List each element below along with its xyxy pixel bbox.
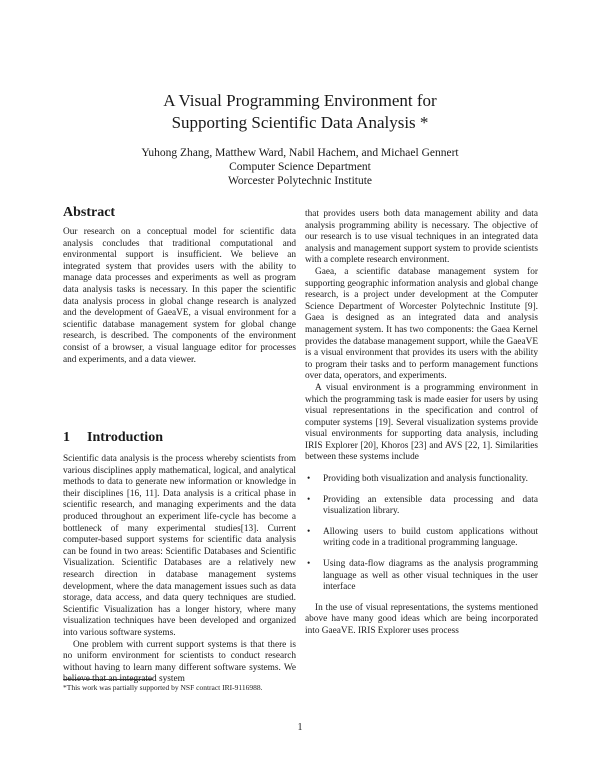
- footnote: *This work was partially supported by NSF contract IRI-9116988.: [63, 683, 263, 692]
- bullet-icon: •: [307, 494, 311, 505]
- bullet-icon: •: [307, 474, 311, 485]
- right-paragraph-4: In the use of visual representations, the systems mentioned above have many good ideas which are being incorporated into GaeaVE. IRIS Explorer uses process: [305, 602, 538, 636]
- footnote-rule: [63, 679, 153, 680]
- abstract-text: Our research on a conceptual model for scientific data analysis concludes that traditional computational and environmental support is insufficient. We believe an integrated system that provides users with the ability to manage data processes and experiments as well as program data analysis tasks is necessary. In this paper the scientific data analysis process in global change research is analyzed and the development of GaeaVE, a visual environment for a scientific database management system for global change research, is described. The components of the environment consist of a browser, a visual language editor for processes and experiments, and a data viewer.: [63, 227, 296, 365]
- list-item: • Providing an extensible data processing and data visualization library.: [307, 494, 538, 517]
- list-item: • Providing both visualization and analysis functionality.: [307, 474, 528, 485]
- authors: Yuhong Zhang, Matthew Ward, Nabil Hachem, and Michael Gennert: [141, 147, 459, 159]
- abstract-body: [63, 227, 296, 366]
- introduction-body: [63, 454, 296, 686]
- abstract-heading: Abstract: [63, 205, 116, 220]
- right-paragraph-3: A visual environment is a programming environment in which the programming task is made easier for users by using visual representations in the specification and control of computer systems [19]. Several visualization systems provide visual environments for supporting data analysis, including IRIS Explorer [20], Khoros [23] and AVS [22, 1]. Similarities between these systems include: [305, 382, 538, 463]
- list-item: • Using data-flow diagrams as the analysis programming language as well as other visual techniques in the user interface: [307, 559, 538, 593]
- department: Computer Science Department: [229, 161, 371, 173]
- intro-paragraph-1: Scientific data analysis is the process whereby scientists from various disciplines apply mathematical, logical, and analytical methods to data to generate new information or knowledge in their disciplines [16, 11]. Data analysis is a critical phase in scientific research, and managing experiments and the data produced throughout an experiment life-cycle has become a bottleneck of many experimental studies[13]. Current computer-based support systems for scientific data analysis can be found in two areas: Scientific Databases and Scientific Visualization. Scientific Databases are a relatively new research direction in database management systems development, where the data management issues such as data storage, data access, and data query techniques are studied. Scientific Visualization has a longer history, where many visualization techniques have been developed and organized into various software systems.: [63, 454, 296, 638]
- feature-list: [305, 474, 538, 594]
- right-paragraph-2: Gaea, a scientific database management system for supporting geographic information analysis and global change research, is a project under development at the Computer Science Department of Worcester Polytechnic Institute [9]. Gaea is designed as an integrated data and analysis management system. It has two components: the Gaea Kernel provides the database management support, while the GaeaVE is a visual environment that provides its users with the ability to program their tasks and to perform management functions over data, operators, and experiments.: [305, 266, 538, 382]
- list-item: • Allowing users to build custom applications without writing code in a traditional programming language.: [307, 526, 538, 549]
- introduction-heading: [63, 430, 163, 446]
- section-number: 1: [63, 430, 70, 445]
- right-column: [305, 209, 538, 638]
- institution: Worcester Polytechnic Institute: [227, 175, 373, 187]
- page-number: 1: [297, 722, 303, 733]
- bullet-icon: •: [307, 526, 311, 537]
- intro-paragraph-2: One problem with current support systems is that there is no uniform environment for scientists to conduct research without having to learn many different software systems. We believe that an integrated system: [63, 639, 296, 685]
- title-line-2: Supporting Scientific Data Analysis *: [171, 113, 429, 132]
- title-line-1: A Visual Programming Environment for: [163, 91, 437, 110]
- bullet-icon: •: [307, 559, 311, 570]
- section-title: Introduction: [87, 430, 163, 445]
- right-paragraph-1: that provides users both data management ability and data analysis programming ability is necessary. The objective of our research is to use visual techniques in an integrated data analysis and management support system to provide scientists with a complete research environment.: [305, 209, 538, 266]
